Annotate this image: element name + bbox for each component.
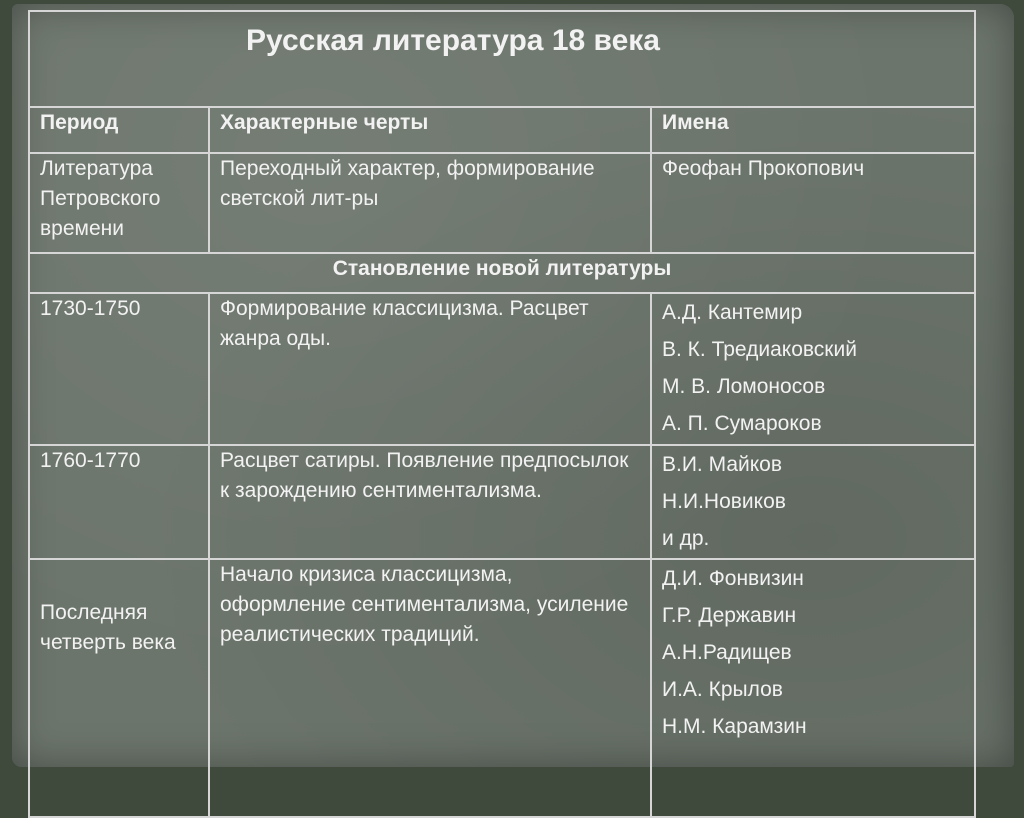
header-row <box>29 107 975 153</box>
author-name: В. К. Тредиаковский <box>662 338 857 361</box>
names-cell <box>651 445 975 559</box>
section-title: Становление новой литературы <box>29 253 975 293</box>
features-cell: Начало кризиса классицизма, оформление сентиментализма, усиление реалистических традиций. <box>209 559 651 817</box>
header-names: Имена <box>651 107 975 153</box>
author-name: А. П. Сумароков <box>662 412 822 435</box>
features-cell: Переходный характер, формирование светской лит-ры <box>209 153 651 253</box>
section-row <box>29 253 975 293</box>
names-cell <box>651 293 975 445</box>
period-cell: Последняя четверть века <box>29 559 209 817</box>
period-cell: 1730-1750 <box>29 293 209 445</box>
table-row <box>29 559 975 817</box>
author-name: В.И. Майков <box>662 453 783 476</box>
literature-table <box>28 10 976 818</box>
table-row <box>29 445 975 559</box>
features-cell: Формирование классицизма. Расцвет жанра оды. <box>209 293 651 445</box>
names-cell <box>651 153 975 253</box>
names-cell <box>651 559 975 817</box>
author-name: Феофан Прокопович <box>662 157 865 180</box>
table-title: Русская литература 18 века <box>29 11 975 107</box>
author-name: А.Н.Радищев <box>662 641 792 664</box>
period-cell: 1760-1770 <box>29 445 209 559</box>
author-name: М. В. Ломоносов <box>662 375 826 398</box>
author-name: Г.Р. Державин <box>662 604 797 627</box>
header-period: Период <box>29 107 209 153</box>
author-name: Н.М. Карамзин <box>662 715 807 738</box>
features-cell: Расцвет сатиры. Появление предпосылок к зарождению сентиментализма. <box>209 445 651 559</box>
table-row <box>29 153 975 253</box>
author-name: Д.И. Фонвизин <box>662 567 804 590</box>
period-cell: Литература Петровского времени <box>29 153 209 253</box>
author-name: А.Д. Кантемир <box>662 301 803 324</box>
header-features: Характерные черты <box>209 107 651 153</box>
author-name: и др. <box>662 527 710 550</box>
table-row <box>29 293 975 445</box>
author-name: И.А. Крылов <box>662 678 783 701</box>
author-name: Н.И.Новиков <box>662 490 786 513</box>
